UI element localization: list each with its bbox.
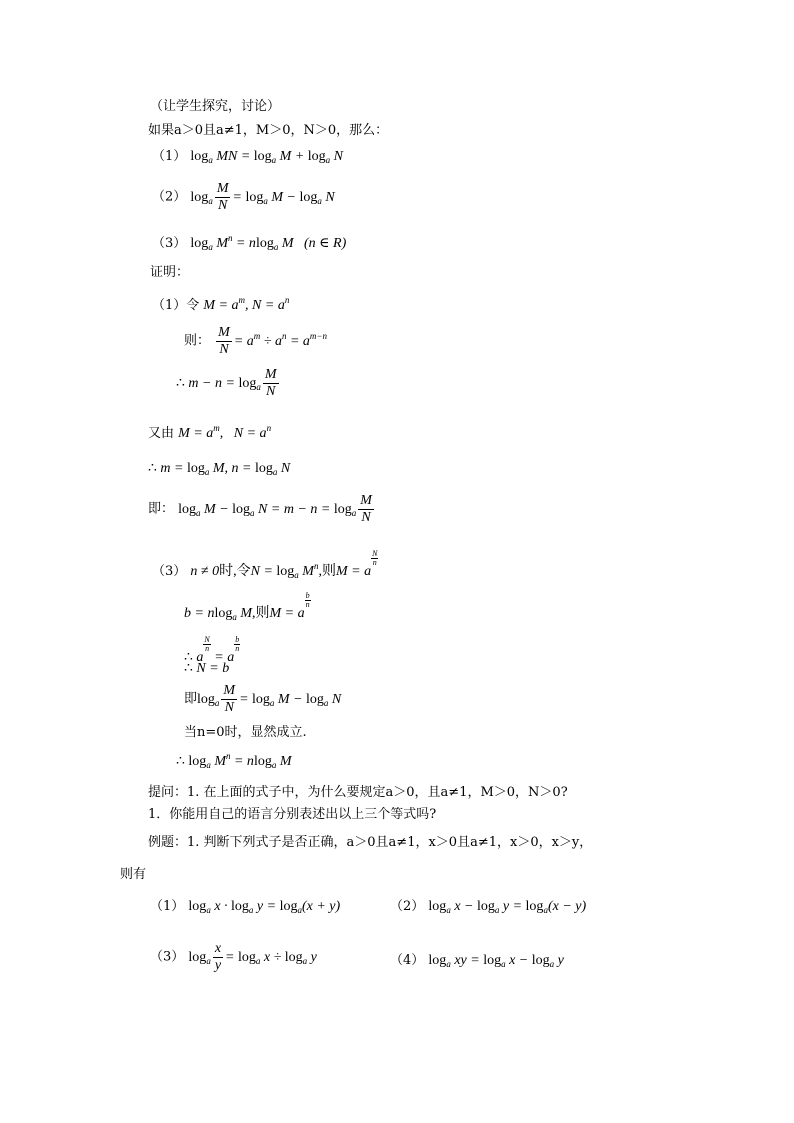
property-2: （2） $\log_a$ $\frac{M}{N}$ = $\log_a M - \log_a N$ (152, 181, 335, 213)
question-1: 提问：1. 在上面的式子中，为什么要规定a＞0，且a≠1，M＞0，N＞0? (148, 785, 568, 800)
proof-part3-b: b = nlog$_a$ M,则M = a $\frac{b}{n}$ (184, 591, 310, 622)
proof-part3-c: ∴ a $\frac{N}{n}$ = a $\frac{b}{n}$ (184, 635, 240, 665)
proof-hence-label: 即： (148, 501, 175, 517)
property-2-label: （2） (152, 189, 187, 205)
example-item-3: （3） $\log_a$ $\frac{x}{y}$ = $\log_a x \div \log_a y$ (150, 941, 317, 973)
ji-label: 即 (184, 691, 198, 707)
proof-step-2: 则： $\frac{M}{N}$ = $a^m \div a^n = a^{m-n}$ (184, 325, 327, 357)
proof-heading: 证明： (150, 265, 190, 280)
example-item-2-label: （2） (390, 899, 425, 914)
intro-condition: 如果a＞0且a≠1，M＞0，N＞0，那么： (148, 123, 389, 138)
proof-step-4: 又由 $M = a^m$, $N = a^n$ (148, 423, 272, 441)
question-2: 1．你能用自己的语言分别表述出以上三个等式吗? (148, 807, 437, 822)
property-1: （1） $\log_a$ MN = $\log_a M + \log_a N$ (152, 149, 343, 165)
property-3: （3） $\log_a M^n = nlog_a$ M (n ∈ R) (152, 233, 347, 252)
example-item-3-label: （3） (150, 949, 185, 965)
property-1-label: （1） (152, 149, 187, 164)
example-item-1-label: （1） (150, 899, 185, 914)
proof-step-3: ∴ $m - n = \log_a$ $\frac{M}{N}$ (176, 367, 277, 399)
proof-part3-g: ∴ $\log_a M^n = nlog_a$ M (176, 751, 292, 770)
proof-part3-e: 即$\log_a$ $\frac{M}{N}$ = $\log_a M - \log_a N$ (184, 683, 342, 715)
example-label: 例题：1. 判断下列式子是否正确，a＞0且a≠1，x＞0且a≠1，x＞0，x＞y， (148, 835, 593, 850)
proof-part1-label: （1）令 (152, 298, 200, 313)
example-item-4-label: （4） (390, 953, 425, 968)
then-cn: ,则 (252, 606, 270, 621)
example-item-4: （4） $\log_a$ xy = $\log_a x - \log_a y$ (390, 953, 564, 969)
example-item-1: （1） $\log_a x \cdot \log_a y = \log_a(x + y)$ (150, 899, 341, 915)
property-3-label: （3） (152, 236, 187, 251)
proof-step-1: （1）令 $M = a^m$, $N = a^n$ (152, 295, 290, 313)
proof-part3-f: 当n=0时，显然成立. (184, 725, 307, 740)
proof-step-6: 即： $\log_a M - \log_a N = m - n = \log_a$ $\frac{M}{N}$ (148, 493, 372, 525)
proof-part3: （3） n ≠ 0时,令$N = \log_a M^n$,则M = a $\frac{N}{n}$ (152, 549, 378, 580)
proof-then-label: 则： (184, 333, 211, 349)
proof-again-label: 又由 (148, 426, 175, 441)
intro-note: （让学生探究，讨论） (150, 99, 281, 114)
proof-step-5: ∴ $m = \log_a M$, $n = \log_a N$ (148, 461, 291, 477)
example-then: 则有 (120, 867, 147, 882)
proof-part3-d: ∴ N = b (184, 661, 230, 676)
proof-part3-label: （3） (152, 564, 187, 579)
example-item-2: （2） $\log_a x - \log_a y = \log_a(x - y)$ (390, 899, 587, 915)
